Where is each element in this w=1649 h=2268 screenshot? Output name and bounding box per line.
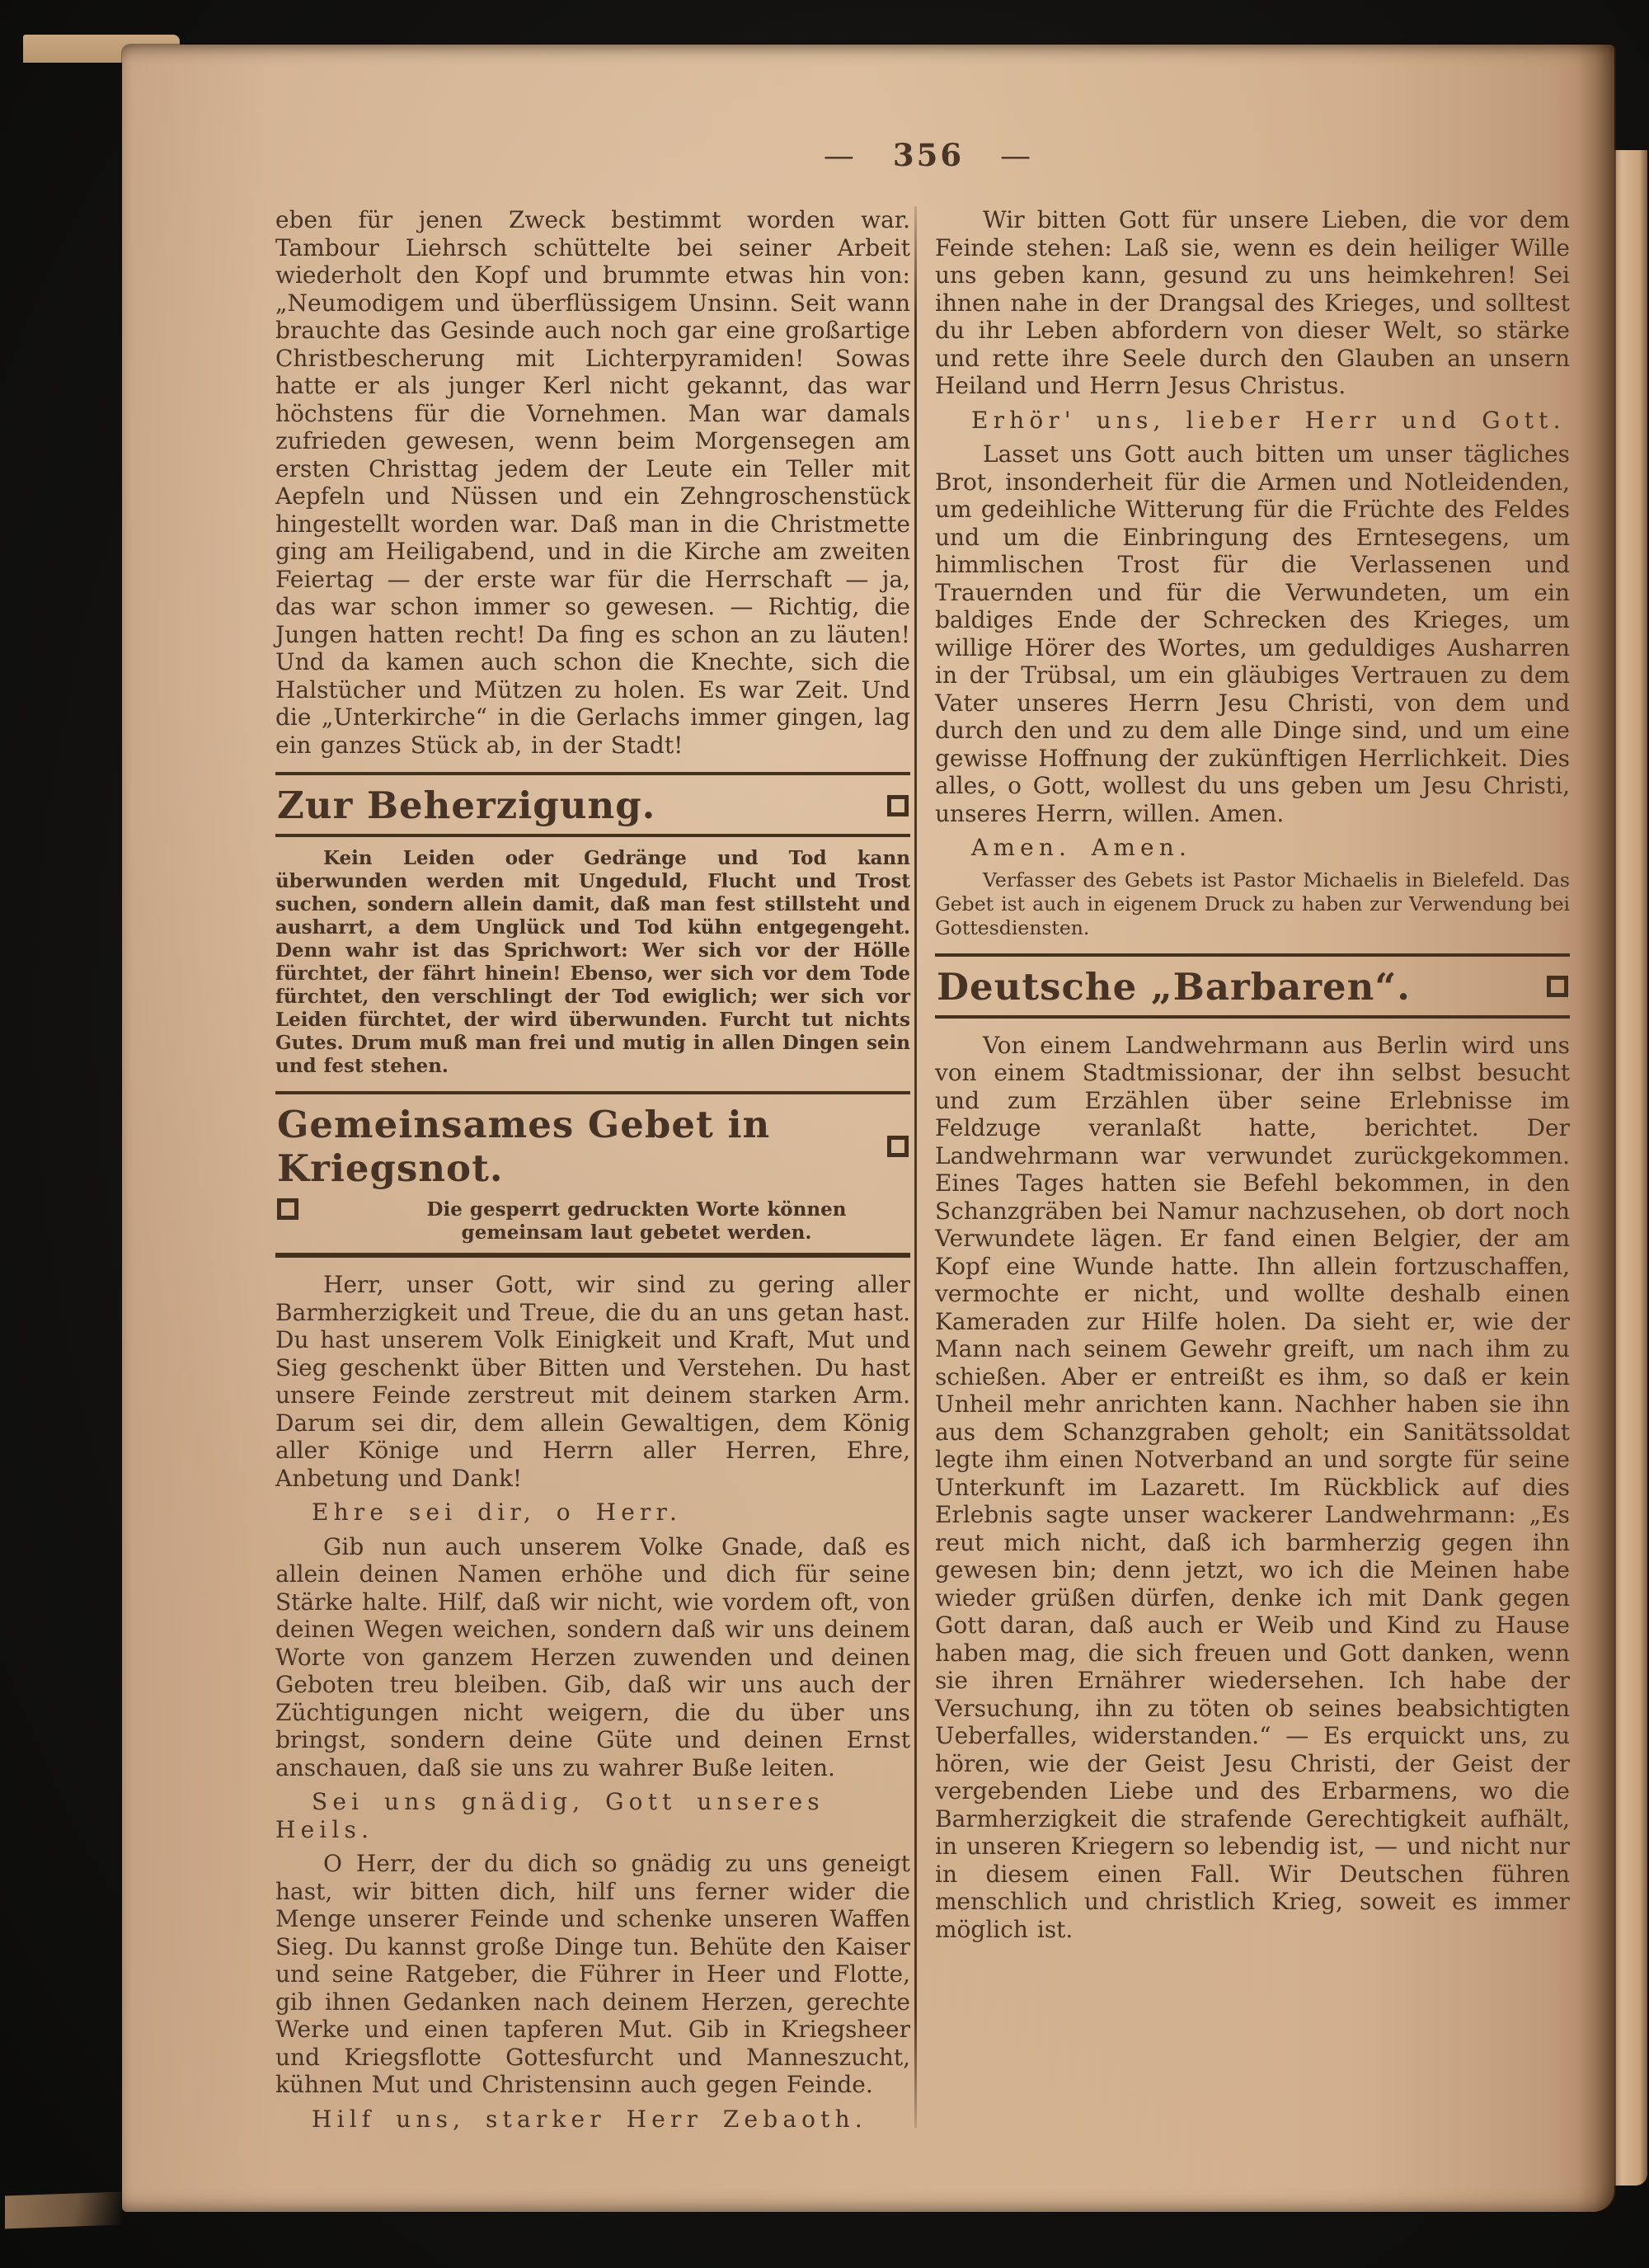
section-zur-beherzigung [275, 772, 910, 1078]
page-number-dash-right: — [1000, 137, 1034, 173]
prayer-response: Hilf uns, starker Herr Zebaoth. [312, 2105, 867, 2133]
beherzigung-body: Kein Leiden oder Gedränge und Tod kann überwunden werden mit Ungeduld, Flucht und Trost suchen, sondern allein damit, daß man fest stillsteht und ausharrt, a dem Unglück und Tod kühn entgegengeht. Denn wahr ist das Sprichwort: Wer sich vor der Hölle fürchtet, der fährt hinein! Ebenso, wer sich vor dem Tode fürchtet, den verschlingt der Tod ewiglich; wer sich vor Leiden fürchtet, der wird überwunden. Furcht tut nichts Gutes. Drum muß man frei und mutig in allen Dingen sein und fest stehen. [275, 847, 910, 1077]
page-number: 356 [892, 137, 965, 173]
prayer-paragraph: Wir bitten Gott für unsere Lieben, die vor dem Feinde stehen: Laß sie, wenn es dein heiliger Wille uns geben kann, gesund zu uns heimkehren! Sei ihnen nahe in der Drangsal des Krieges, und solltest du ihr Leben abfordern von dieser Welt, so stärke und rette ihre Seele durch den Glauben an unsern Heiland und Herrn Jesus Christus. [935, 206, 1570, 399]
section-subtitle: Die gesperrt gedruckten Worte können gemeinsam laut gebetet werden. [426, 1198, 847, 1244]
prayer-response: Erhör' uns, lieber Herr und Gott. [971, 406, 1566, 434]
square-marker-icon [887, 1136, 909, 1157]
prayer-response: Amen. Amen. [971, 834, 1192, 861]
section-title: Zur Beherzigung. [277, 783, 656, 827]
column-divider-rule [914, 206, 917, 2128]
page-number-dash-left: — [823, 137, 857, 173]
section-title: Deutsche „Barbaren“. [937, 964, 1411, 1009]
prayer-response: Ehre sei dir, o Herr. [312, 1499, 683, 1526]
section-title: Gemeinsames Gebet in Kriegsnot. [277, 1103, 771, 1190]
section-gemeinsames-gebet [275, 1091, 910, 2133]
barbaren-body: Von einem Landwehrmann aus Berlin wird uns von einem Stadtmissionar, der ihn selbst besucht und zum Erzählen über seine Erlebnisse im Feldzuge veranlaßt hatte, berichtet. Der Landwehrmann war verwundet zurückgekommen. Eines Tages hatten sie Befehl bekommen, in den Schanzgräben bei Namur nachzusehen, ob dort noch Verwundete lägen. Er fand einen Belgier, der am Kopf eine Wunde hatte. Ihn allein fortzuschaffen, vermochte er nicht, und wollte deshalb einen Kameraden zur Hilfe holen. Da sieht er, wie der Mann nach seinem Gewehr greift, um nach ihm zu schießen. Aber er entreißt es ihm, so daß er kein Unheil mehr anrichten kann. Nachher haben sie ihn aus dem Schanzgraben geholt; ein Sanitätssoldat legte ihm einen Notverband an und sorgte für seine Unterkunft im Lazarett. Im Rückblick auf dies Erlebnis sagte unser wackerer Landwehrmann: „Es reut mich nicht, daß ich barmherzig gegen ihn gewesen bin; denn jetzt, wo ich die Meinen habe wieder grüßen dürfen, denke ich mit Dank gegen Gott daran, daß auch er Weib und Kind zu Hause haben mag, die sich freuen und Gott danken, wenn sie ihren Ernährer wiedersehen. Ich habe der Versuchung, ihn zu töten ob seines beabsichtigten Ueberfalles, widerstanden.“ — Es erquickt uns, zu hören, wie der Geist Jesu Christi, der Geist der vergebenden Liebe und des Erbarmens, wo die Barmherzigkeit die strafende Gerechtigkeit aufhält, in unseren Kriegern so lebendig ist, — und nicht nur in diesem einen Fall. Wir Deutschen führen menschlich und christlich Krieg, soweit es immer möglich ist. [935, 1031, 1570, 1943]
story-continuation-paragraph: eben für jenen Zweck bestimmt worden war. Tambour Liehrsch schüttelte bei seiner Arbeit wiederholt den Kopf und brummte etwas hin von: „Neumodigem und überflüssigem Unsinn. Seit wann brauchte das Gesinde auch noch gar eine großartige Christbescherung mit Lichterpyramiden! Sowas hatte er als junger Kerl nicht gekannt, das war höchstens für die Vornehmen. Man war damals zufrieden gewesen, wenn beim Morgensegen am ersten Christtag jedem der Leute ein Teller mit Aepfeln und Nüssen und ein Zehngroschenstück hingestellt worden war. Daß man in die Christmette ging am Heiligabend, und in die Kirche am zweiten Feiertag — der erste war für die Herrschaft — ja, das war schon immer so gewesen. — Richtig, die Jungen hatten recht! Da fing es schon an zu läuten! Und da kamen auch schon die Knechte, sich die Halstücher und Mützen zu holen. Es war Zeit. Und die „Unterkirche“ in die Gerlachs immer gingen, lag ein ganzes Stück ab, in der Stadt! [275, 206, 910, 759]
author-note: Verfasser des Gebets ist Pastor Michaelis in Bielefeld. Das Gebet ist auch in eigenem Druck zu haben zur Verwendung bei Gottesdiensten. [935, 868, 1570, 939]
scanned-page [122, 45, 1614, 2212]
left-column [275, 206, 910, 2139]
prayer-paragraph: O Herr, der du dich so gnädig zu uns geneigt hast, wir bitten dich, hilf uns ferner wider die Menge unserer Feinde und schenke unseren Waffen Sieg. Du kannst große Dinge tun. Behüte den Kaiser und seine Ratgeber, die Führer in Heer und Flotte, gib ihnen Gedanken nach deinem Herzen, gerechte Werke und einen tapferen Mut. Gib in Kriegsheer und Kriegsflotte Gottesfurcht und Manneszucht, kühnen Mut und Christensinn auch gegen Feinde. [275, 1850, 910, 2098]
prayer-paragraph: Lasset uns Gott auch bitten um unser tägliches Brot, insonderheit für die Armen und Notleidenden, um gedeihliche Witterung für die Früchte des Feldes und um die Einbringung des Erntesegens, um himmlischen Trost für die Verlassenen und Trauernden und für die Verwundeten, um ein baldiges Ende der Schrecken des Krieges, um willige Hörer des Wortes, um geduldiges Ausharren in der Trübsal, um ein gläubiges Vertrauen zu dem Vater unseres Herrn Jesu Christi, von dem und durch den und zu dem alle Dinge sind, und um eine gewisse Hoffnung der zukünftigen Herrlichkeit. Dies alles, o Gott, wollest du uns geben um Jesu Christi, unseres Herrn, willen. Amen. [935, 440, 1570, 827]
section-deutsche-barbaren [935, 953, 1570, 1944]
square-marker-icon [277, 1198, 298, 1220]
right-column [935, 206, 1570, 1943]
prayer-response: Sei uns gnädig, Gott unseres Heils. [275, 1788, 824, 1843]
book-page-edges [5, 51, 122, 2212]
square-marker-icon [887, 795, 909, 816]
page-header [824, 137, 1033, 173]
prayer-paragraph: Gib nun auch unserem Volke Gnade, daß es allein deinen Namen erhöhe und dich für seine Stärke halte. Hilf, daß wir nicht, wie vordem oft, von deinen Wegen weichen, sondern daß wir uns deinem Worte von ganzem Herzen zuwenden und deinen Geboten treu bleiben. Gib, daß wir uns auch der Züchtigungen nicht weigern, die du über uns bringst, sondern deine Güte und deinen Ernst anschauen, daß sie uns zu wahrer Buße leiten. [275, 1532, 910, 1781]
prayer-paragraph: Herr, unser Gott, wir sind zu gering aller Barmherzigkeit und Treue, die du an uns getan hast. Du hast unserem Volk Einigkeit und Kraft, Mut und Sieg geschenkt über Bitten und Verstehen. Du hast unsere Feinde zerstreut mit deinem starken Arm. Darum sei dir, dem allein Gewaltigen, dem König aller Könige und Herrn aller Herren, Ehre, Anbetung und Dank! [275, 1271, 910, 1492]
square-marker-icon [1547, 976, 1568, 997]
